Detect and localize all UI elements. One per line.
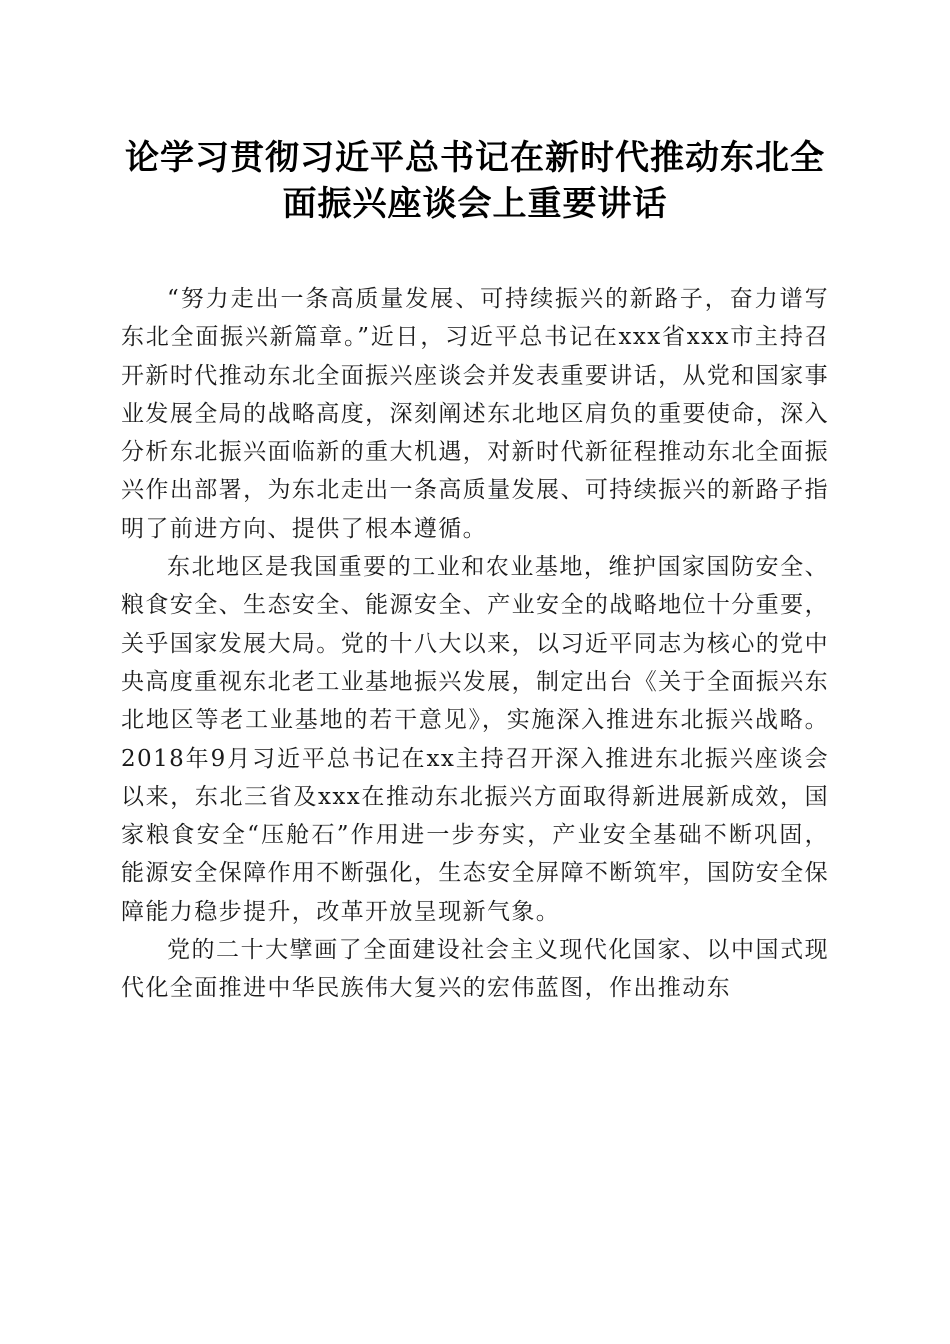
document-body [121, 280, 829, 1008]
paragraph-2: 东北地区是我国重要的工业和农业基地，维护国家国防安全、粮食安全、生态安全、能源安全、产业安全的战略地位十分重要，关乎国家发展大局。党的十八大以来，以习近平同志为核心的党中央高度重视东北老工业基地振兴发展，制定出台《关于全面振兴东北地区等老工业基地的若干意见》，实施深入推进东北振兴战略。2018年9月习近平总书记在xx主持召开深入推进东北振兴座谈会以来，东北三省及xxx在推动东北振兴方面取得新进展新成效，国家粮食安全“压舱石”作用进一步夯实，产业安全基础不断巩固，能源安全保障作用不断强化，生态安全屏障不断筑牢，国防安全保障能力稳步提升，改革开放呈现新气象。 [121, 554, 829, 925]
paragraph-3: 党的二十大擘画了全面建设社会主义现代化国家、以中国式现代化全面推进中华民族伟大复兴的宏伟蓝图，作出推动东 [121, 937, 829, 1002]
title-line-2: 面振兴座谈会上重要讲话 [282, 184, 668, 224]
paragraph-1: “努力走出一条高质量发展、可持续振兴的新路子，奋力谱写东北全面振兴新篇章。”近日，习近平总书记在xxx省xxx市主持召开新时代推动东北全面振兴座谈会并发表重要讲话，从党和国家事业发展全局的战略高度，深刻阐述东北地区肩负的重要使命，深入分析东北振兴面临新的重大机遇，对新时代新征程推动东北全面振兴作出部署，为东北走出一条高质量发展、可持续振兴的新路子指明了前进方向、提供了根本遵循。 [121, 286, 829, 542]
title-line-1: 论学习贯彻习近平总书记在新时代推动东北全 [125, 138, 825, 178]
document-title [110, 135, 840, 227]
